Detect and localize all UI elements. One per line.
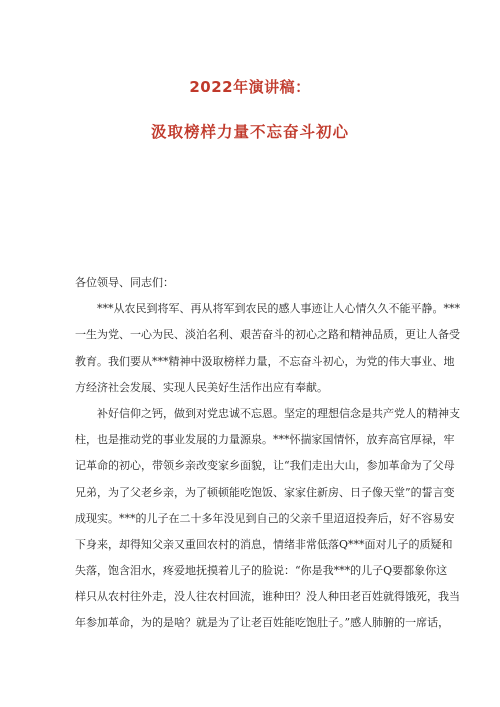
body-text-line: 一生为党、一心为民、淡泊名利、艰苦奋斗的初心之路和精神品质，更让人备受 — [75, 328, 460, 342]
body-text-line: 下身来，却得知父亲又重回农村的消息，情绪非常低落Q***面对儿子的质疑和 — [75, 537, 453, 551]
body-text-line: 柱，也是推动党的事业发展的力量源泉。***怀揣家国情怀，放弃高官厚禄，牢 — [75, 433, 455, 447]
body-text-line: 成现实。***的儿子在二十多年没见到自己的父亲千里迢迢投奔后，好不容易安 — [75, 511, 455, 525]
document-subtitle: 汲取榜样力量不忘奋斗初心 — [150, 123, 349, 141]
speech-body — [75, 270, 460, 637]
body-text-line: 教育。我们要从***精神中汲取榜样力量，不忘奋斗初心，为党的伟大事业、地 — [75, 354, 455, 368]
body-text-line: 兄弟，为了父老乡亲，为了顿顿能吃饱饭、家家住新房、日子像天堂”的誓言变 — [75, 485, 455, 499]
body-text-line: 记革命的初心，带领乡亲改变家乡面貌，让“我们走出大山，参加革命为了父母 — [75, 459, 455, 473]
body-text-line: 补好信仰之钙，做到对党忠诚不忘恩。坚定的理想信念是共产党人的精神支 — [97, 406, 460, 420]
body-text-line: 年参加革命，为的是啥？就是为了让老百姓能吃饱肚子。”感人肺腑的一席话， — [75, 616, 450, 630]
salutation-line: 各位领导、同志们： — [75, 276, 174, 289]
body-text-line: ***从农民到将军、再从将军到农民的感人事迹让人心情久久不能平静。*** — [97, 302, 460, 316]
body-text-line: 失落，饱含泪水，疼爱地抚摸着儿子的脸说：“你是我***的儿子Q要都象你这 — [75, 564, 448, 578]
document-title: 2022年演讲稿： — [189, 78, 311, 96]
body-text-line: 样只从农村往外走，没人往农村回流，谁种田？没人种田老百姓就得饿死，我当 — [75, 590, 460, 604]
body-text-line: 方经济社会发展、实现人民美好生活作出应有奉献。 — [75, 380, 328, 394]
